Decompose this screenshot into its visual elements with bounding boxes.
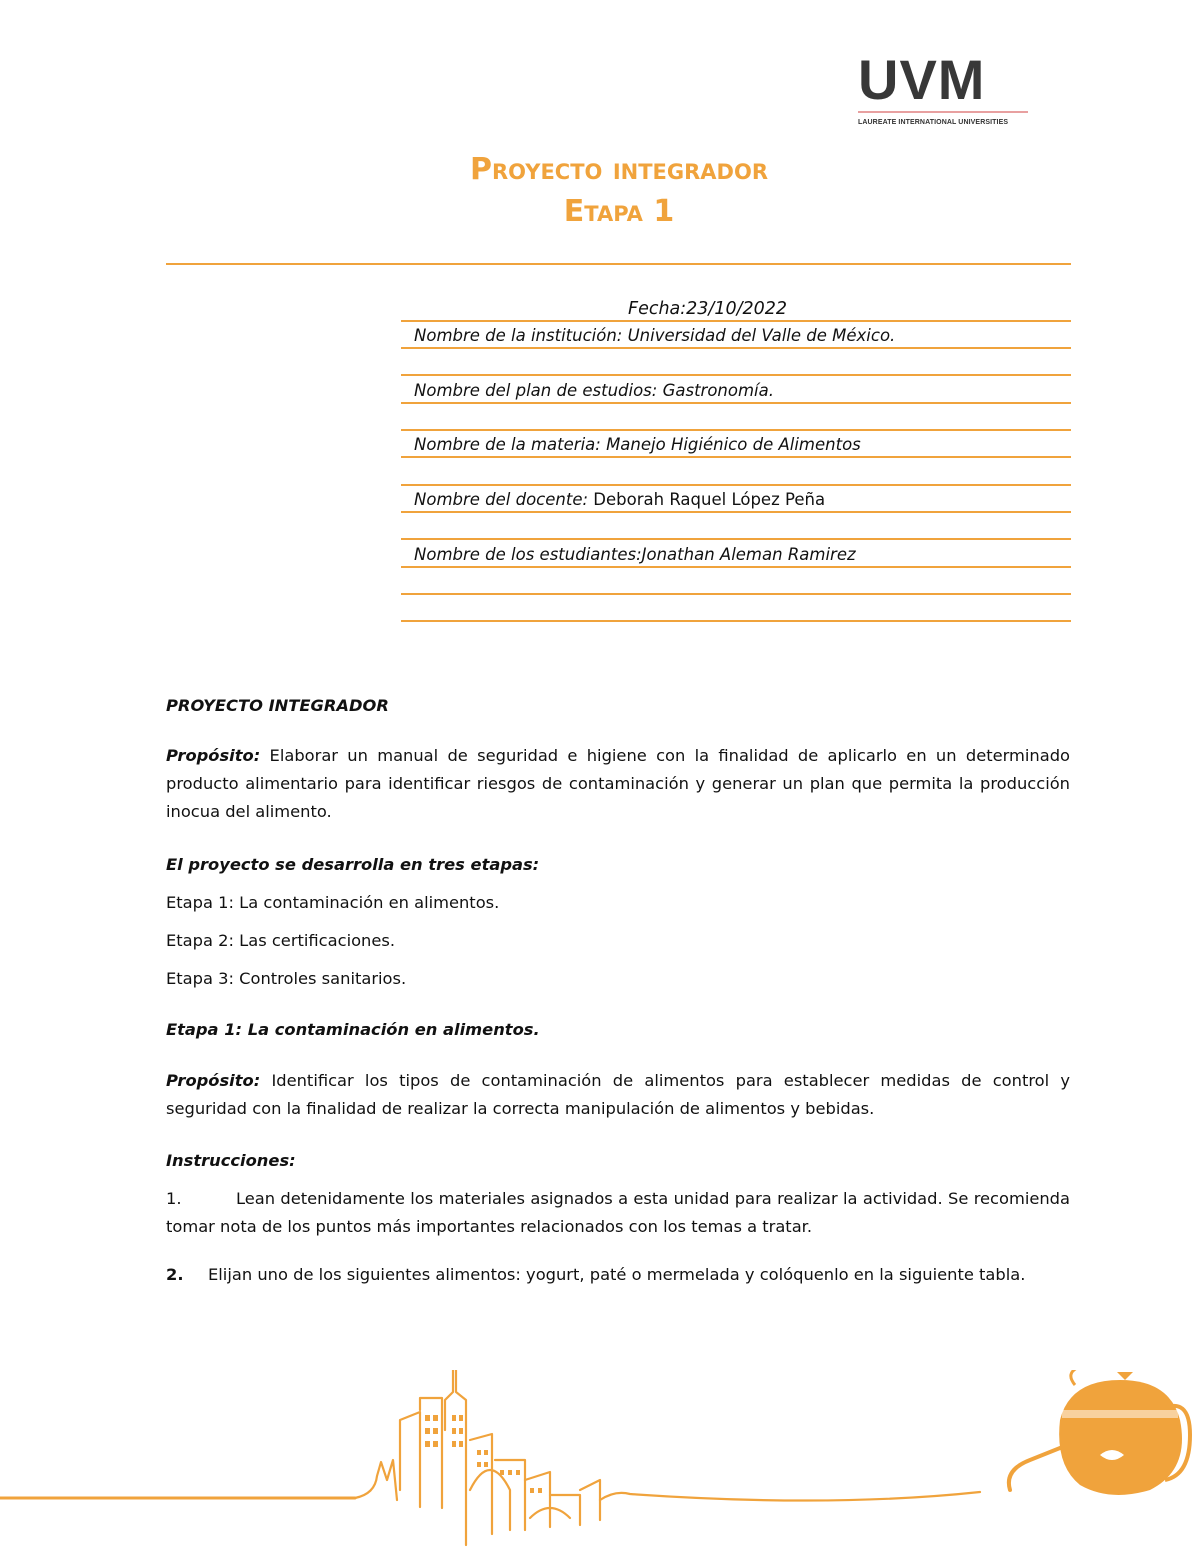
logo-rule [858, 111, 1028, 113]
document-subtitle: Etapa 1 [563, 194, 675, 229]
stage-2: Etapa 2: Las certificaciones. [166, 931, 396, 950]
plan-field [414, 380, 774, 402]
form-line [401, 374, 1071, 376]
form-line [401, 511, 1071, 513]
stage-3: Etapa 3: Controles sanitarios. [166, 969, 407, 988]
stage1-heading: Etapa 1: La contaminación en alimentos. [166, 1020, 540, 1039]
instruction-2 [166, 1261, 1060, 1289]
purpose2-paragraph [166, 1067, 1070, 1123]
students-value: Jonathan Aleman Ramirez [641, 545, 856, 564]
form-line [401, 347, 1071, 349]
cityscape-illustration [0, 1370, 980, 1545]
purpose-label: Propósito: [166, 746, 261, 765]
title-divider [166, 263, 1071, 265]
instructions-heading: Instrucciones: [166, 1151, 296, 1170]
stages-heading: El proyecto se desarrolla en tres etapas: [166, 855, 540, 874]
form-line [401, 620, 1071, 622]
teacher-field [414, 489, 825, 511]
instruction-2-text: Elijan uno de los siguientes alimentos: yogurt, paté o mermelada y colóquenlo en la siguiente tabla. [208, 1265, 1026, 1284]
students-label: Nombre de los estudiantes: [414, 545, 642, 564]
plan-value: Gastronomía. [662, 381, 775, 400]
uvm-logo [858, 48, 1034, 126]
form-line [401, 593, 1071, 595]
logo-wordmark: UVM [858, 48, 986, 111]
instruction-2-number: 2. [166, 1265, 184, 1284]
form-line [401, 402, 1071, 404]
purpose2-text: Identificar los tipos de contaminación de alimentos para establecer medidas de control y seguridad con la finalidad de realizar la correcta manipulación de alimentos y bebidas. [166, 1071, 1070, 1118]
form-line [401, 566, 1071, 568]
stage-1: Etapa 1: La contaminación en alimentos. [166, 893, 500, 912]
subject-value: Manejo Higiénico de Alimentos [606, 435, 861, 454]
teacher-value: Deborah Raquel López Peña [593, 490, 826, 509]
purpose2-label: Propósito: [166, 1071, 261, 1090]
subject-field [414, 434, 861, 456]
form-line [401, 538, 1071, 540]
form-line [401, 429, 1071, 431]
logo-subtitle: LAUREATE INTERNATIONAL UNIVERSITIES [858, 119, 1009, 126]
subject-label: Nombre de la materia: [414, 435, 607, 454]
institution-label: Nombre de la institución: [414, 326, 628, 345]
plan-label: Nombre del plan de estudios: [414, 381, 663, 400]
section-heading: PROYECTO INTEGRADOR [166, 696, 389, 715]
instruction-1 [166, 1185, 1070, 1241]
document-title: Proyecto integrador [469, 152, 769, 187]
institution-value: Universidad del Valle de México. [627, 326, 896, 345]
students-field [414, 544, 856, 566]
form-line [401, 456, 1071, 458]
teapot-illustration [1009, 1370, 1190, 1495]
instruction-1-text: Lean detenidamente los materiales asignados a esta unidad para realizar la actividad. Se recomienda tomar nota de los puntos más importantes relacionados con los temas a tratar. [166, 1189, 1070, 1236]
teacher-label: Nombre del docente: [414, 490, 594, 509]
form-line [401, 484, 1071, 486]
footer-decoration [0, 1370, 1200, 1553]
purpose-text: Elaborar un manual de seguridad e higiene con la finalidad de aplicarlo en un determinado producto alimentario para identificar riesgos de contaminación y generar un plan que permita la producción inocua del alimento. [166, 746, 1070, 821]
date-field: Fecha:23/10/2022 [628, 299, 788, 319]
purpose-paragraph [166, 742, 1070, 826]
form-line [401, 320, 1071, 322]
instruction-1-number: 1. [166, 1189, 182, 1208]
institution-field [414, 325, 895, 347]
